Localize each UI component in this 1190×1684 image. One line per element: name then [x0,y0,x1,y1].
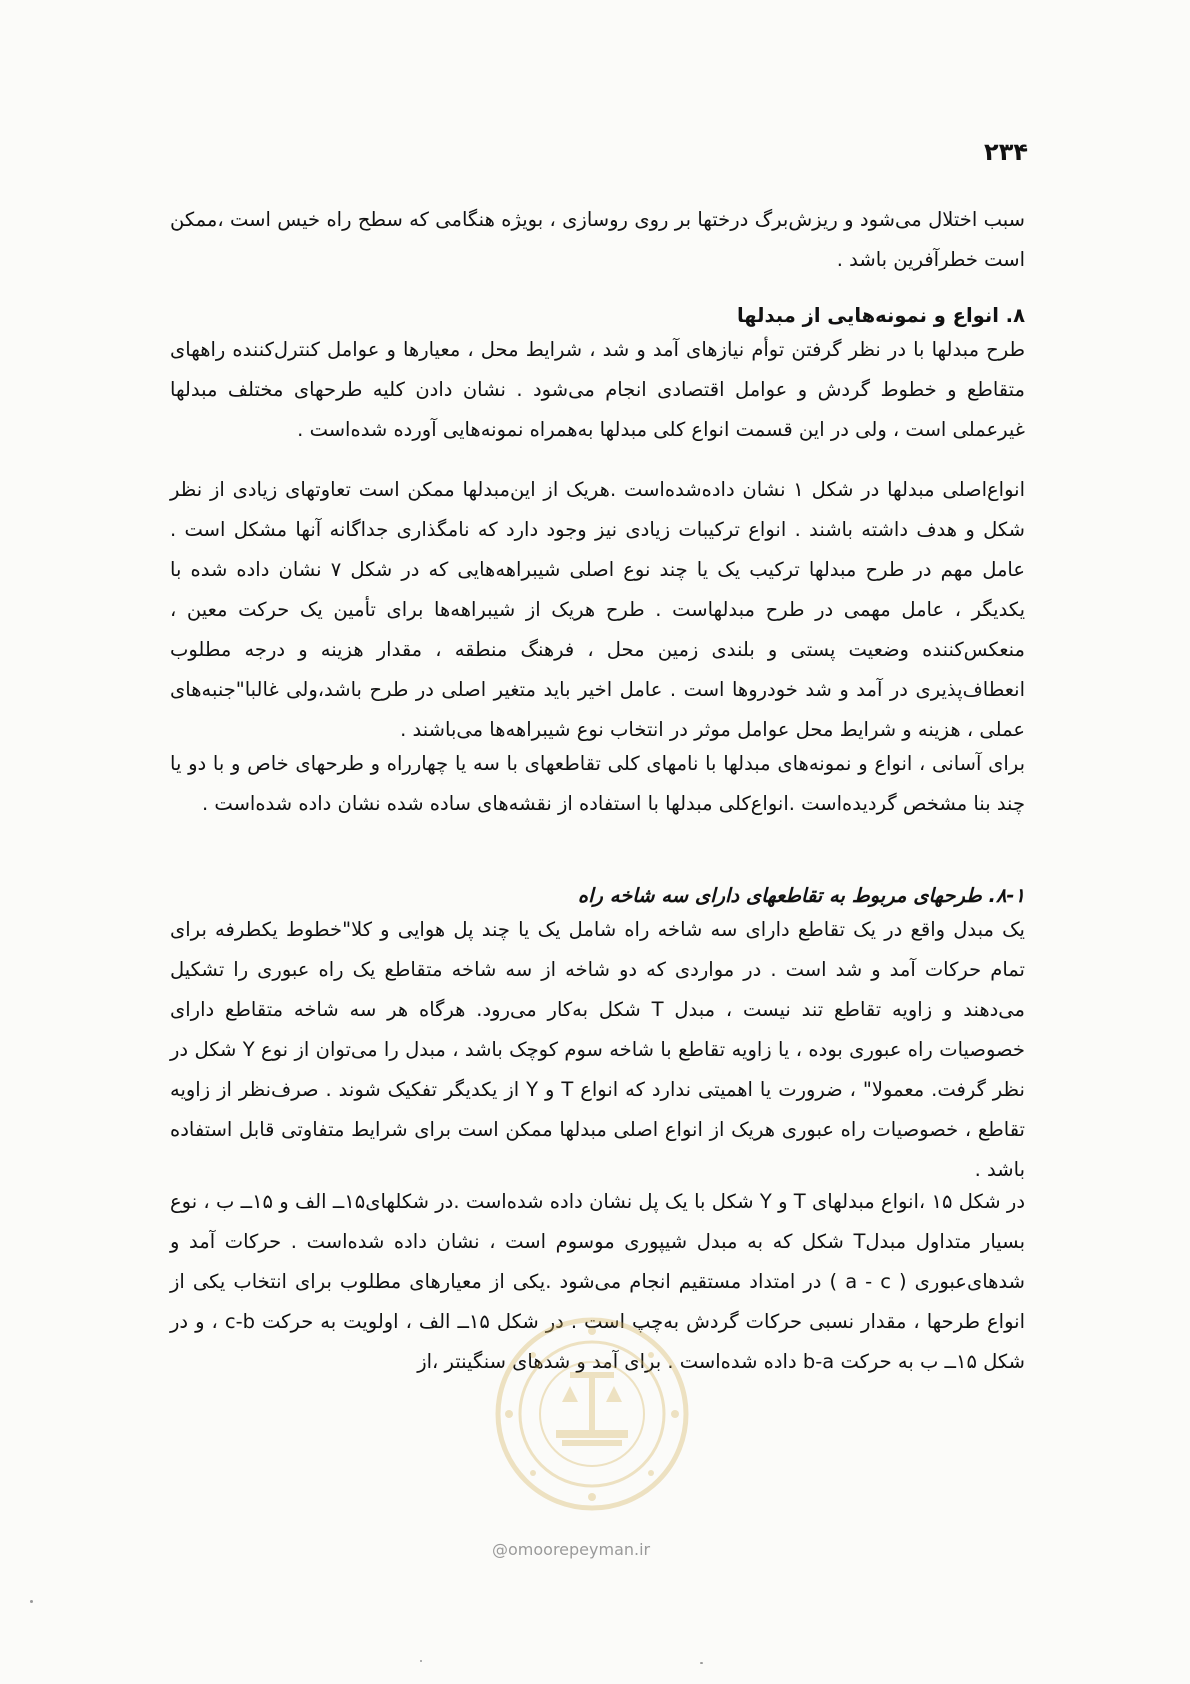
intro-paragraph: سبب اختلال می‌شود و ریزش‌برگ درختها بر روی روسازی ، بویژه هنگامی که سطح راه خیس است ،ممکن است خطرآفرین باشد . [170,208,1025,271]
subsection-heading: ۸-۱. طرحهای مربوط به تقاطعهای دارای سه شاخه راه [577,884,1025,907]
seal-watermark-icon [492,1314,692,1514]
subsection-paragraph-1: یک مبدل واقع در یک تقاطع دارای سه شاخه راه شامل یک یا چند پل هوایی و کلا"خطوط یکطرفه برای تمام حرکات آمد و شد است . در مواردی که دو شاخه از سه شاخه متقاطع یک راه عبوری را تشکیل می‌دهند و زاویه تقاطع تند نیست ، مبدل T شکل به‌کار می‌رود. هرگاه هر سه شاخه متقاطع دارای خصوصیات راه عبوری بوده ، یا زاویه تقاطع با شاخه سوم کوچک باشد ، مبدل را می‌توان از نوع Y شکل در نظر گرفت. معمولا" ، ضرورت یا اهمیتی ندارد که انواع T و Y از یکدیگر تفکیک شوند . صرف‌نظر از زاویه تقاطع ، خصوصیات راه عبوری هریک از انواع اصلی مبدلها ممکن است برای شرایط متفاوتی قابل استفاده باشد . [170,918,1025,1181]
section-heading: ۸. انواع و نمونه‌هایی از مبدلها [736,304,1025,327]
section-paragraph-2: انواع‌اصلی مبدلها در شکل ۱ نشان داده‌شده‌است .هریک از این‌مبدلها ممکن است تعاوتهای زیادی از نظر شکل و هدف داشته باشند . انواع ترکیبات زیادی نیز وجود دارد که نامگذاری جداگانه آنها مشکل است . عامل مهم در طرح مبدلها ترکیب یک یا چند نوع اصلی شیبراهه‌هایی که در شکل ۷ نشان داده شده با یکدیگر ، عامل مهمی در طرح مبدلهاست . طرح هریک از شیبراهه‌ها برای تأمین یک حرکت معین ، منعکس‌کننده وضعیت پستی و بلندی زمین محل ، فرهنگ منطقه ، مقدار هزینه و درجه مطلوب انعطاف‌پذیری در آمد و شد خودروها است . عامل اخیر باید متغیر اصلی در طرح باشد،ولی غالبا"جنبه‌های عملی ، هزینه و شرایط محل عوامل موثر در انتخاب نوع شیبراهه‌ها می‌باشند . [170,478,1026,741]
subsection-paragraph-2: در شکل ۱۵ ،انواع مبدلهای T و Y شکل با یک پل نشان داده شده‌است .در شکلهای۱۵ــ الف و ۱۵ــ ب ، نوع بسیار متداول مبدلT شکل که به مبدل شیپوری موسوم است ، نشان داده شده‌است . حرکات آمد و شدهای‌عبوری ( a - c ) در امتداد مستقیم انجام می‌شود .یکی از معیارهای مطلوب برای انتخاب یکی از انواع طرحها ، مقدار نسبی حرکات گردش به‌چپ است . در شکل ۱۵ــ الف ، اولویت به حرکت c-b ، و در شکل ۱۵ــ ب به حرکت b-a داده شده‌است . برای آمد و شدهای سنگینتر ،از [170,1190,1026,1373]
scan-speck [700,1662,703,1664]
scan-speck [420,1660,422,1662]
page-number: ۲۳۴ [984,138,1028,166]
section-paragraph-3: برای آسانی ، انواع و نمونه‌های مبدلها با نامهای کلی تقاطعهای با سه یا چهارراه و طرحهای خاص و با دو یا چند بنا مشخص گردیده‌است .انواع‌کلی مبدلها با استفاده از نقشه‌های ساده شده نشان داده شده‌است . [170,752,1025,815]
watermark-url: @omoorepeyman.ir [492,1540,651,1559]
scan-speck [30,1600,33,1603]
section-paragraph-1: طرح مبدلها با در نظر گرفتن توأم نیازهای آمد و شد ، شرایط محل ، معیارها و عوامل کنترل‌کننده راههای متقاطع و خطوط گردش و عوامل اقتصادی انجام می‌شود . نشان دادن کلیه طرحهای مختلف مبدلها غیرعملی است ، ولی در این قسمت انواع کلی مبدلها به‌همراه نمونه‌هایی آورده شده‌است . [170,338,1025,441]
